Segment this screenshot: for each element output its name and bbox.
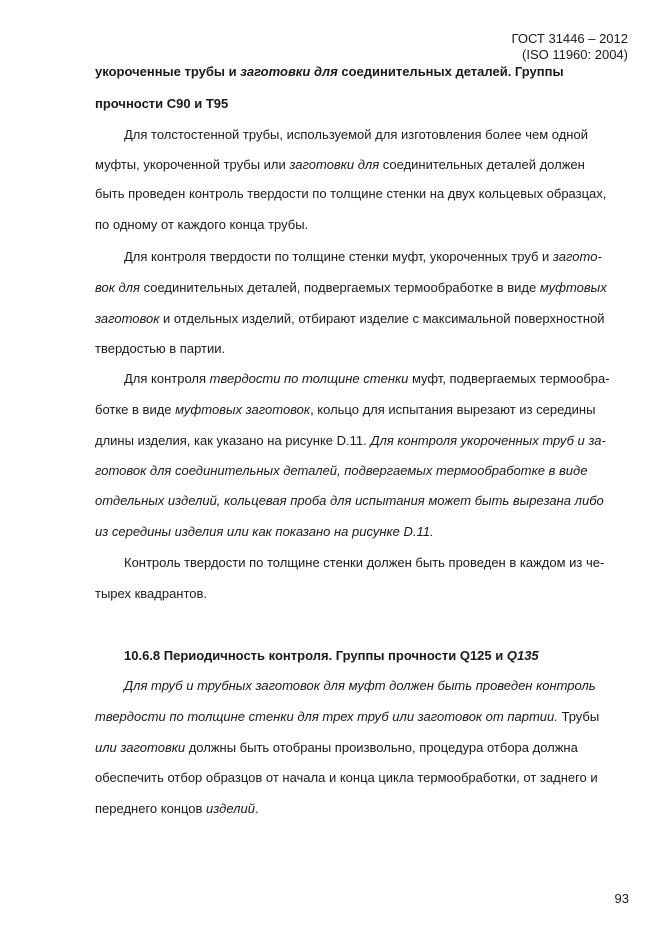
text-line xyxy=(95,96,228,111)
text-run: муфтовых xyxy=(539,280,607,295)
standard-code: ГОСТ 31446 – 2012 xyxy=(511,31,628,46)
text-line xyxy=(95,770,598,785)
text-line xyxy=(124,249,602,264)
text-line xyxy=(95,64,564,79)
text-run: заготовки для xyxy=(289,157,380,172)
text-line xyxy=(95,493,604,508)
text-line xyxy=(95,341,225,356)
page-number: 93 xyxy=(614,891,629,906)
text-run: Для контроля укороченных труб и за- xyxy=(370,433,606,448)
text-line xyxy=(95,402,595,417)
text-run: Контроль твердости по толщине стенки должен быть проведен в каждом из че- xyxy=(124,555,605,570)
text-line xyxy=(95,157,585,172)
text-run: муфт, подвергаемых термообра- xyxy=(408,371,610,386)
text-run: . xyxy=(254,801,259,816)
text-run: или заготовки xyxy=(95,740,186,755)
text-run: твердостью в партии. xyxy=(95,341,226,356)
text-run: по одному от каждого конца трубы. xyxy=(95,217,309,232)
text-line xyxy=(95,311,605,326)
text-run: и отдельных изделий, отбирают изделие с максимальной поверхностной xyxy=(159,311,605,326)
text-line xyxy=(124,371,610,386)
text-run: изделий xyxy=(206,801,255,816)
text-run: соединительных деталей. Группы xyxy=(337,64,564,79)
text-run: длины изделия, как указано на рисунке D.11. xyxy=(95,433,371,448)
text-run: из середины изделия или как показано на рисунке D.11. xyxy=(95,524,434,539)
text-run: загото- xyxy=(552,249,602,264)
text-run: Для контроля твердости по толщине стенки муфт, укороченных труб и xyxy=(124,249,553,264)
text-line xyxy=(124,678,596,693)
text-run: укороченные трубы и xyxy=(95,64,241,79)
text-run: тырех квадрантов. xyxy=(95,586,208,601)
text-run: , кольцо для испытания вырезают из середины xyxy=(310,402,596,417)
text-line xyxy=(95,524,434,539)
text-line xyxy=(95,217,308,232)
text-run: Для контроля xyxy=(124,371,210,386)
text-run: прочности С90 и Т95 xyxy=(95,96,229,111)
text-run: 10.6.8 Периодичность контроля. Группы прочности Q125 и xyxy=(124,648,507,663)
text-run: муфты, укороченной трубы или xyxy=(95,157,290,172)
text-run: быть проведен контроль твердости по толщине стенки на двух кольцевых образцах, xyxy=(95,186,607,201)
text-line xyxy=(124,127,588,142)
text-run: Q135 xyxy=(506,648,539,663)
text-line xyxy=(95,463,587,478)
text-line xyxy=(95,280,607,295)
text-run: заготовки для xyxy=(240,64,338,79)
text-run: Для толстостенной трубы, используемой для изготовления более чем одной xyxy=(124,127,588,142)
text-run: ботке в виде xyxy=(95,402,176,417)
text-run: переднего концов xyxy=(95,801,207,816)
text-run: должны быть отобраны произвольно, процедура отбора должна xyxy=(185,740,578,755)
text-line xyxy=(124,555,604,570)
text-run: заготовок xyxy=(95,311,160,326)
text-run: Трубы xyxy=(557,709,600,724)
text-line xyxy=(95,740,578,755)
text-run: готовок для соединительных деталей, подвергаемых термообработке в виде xyxy=(95,463,588,478)
text-run: обеспечить отбор образцов от начала и конца цикла термообработки, от заднего и xyxy=(95,770,598,785)
section-heading xyxy=(124,648,539,663)
text-line xyxy=(95,433,606,448)
text-line xyxy=(95,801,259,816)
text-run: соединительных деталей должен xyxy=(379,157,585,172)
text-line xyxy=(95,186,606,201)
document-header xyxy=(512,31,628,63)
text-run: соединительных деталей, подвергаемых термообработке в виде xyxy=(139,280,540,295)
text-run: Для труб и трубных заготовок для муфт должен быть проведен контроль xyxy=(124,678,596,693)
text-run: твердости по толщине стенки xyxy=(209,371,409,386)
text-run: муфтовых заготовок xyxy=(175,402,311,417)
text-line xyxy=(95,709,599,724)
text-run: твердости по толщине стенки для трех труб или заготовок от партии. xyxy=(95,709,558,724)
text-run: вок для xyxy=(95,280,140,295)
iso-reference: (ISO 11960: 2004) xyxy=(522,47,628,62)
text-line xyxy=(95,586,207,601)
text-run: отдельных изделий, кольцевая проба для испытания может быть вырезана либо xyxy=(95,493,604,508)
